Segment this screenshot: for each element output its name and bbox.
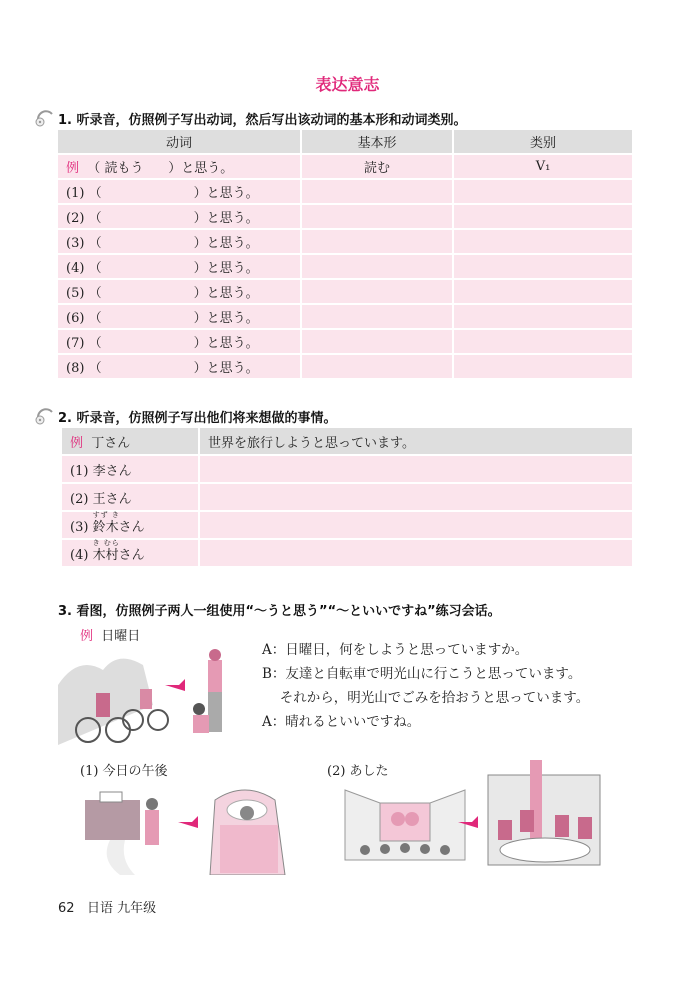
bracket: （ bbox=[88, 186, 102, 201]
example-base: 読む bbox=[302, 155, 452, 178]
person-name: 木村さん bbox=[92, 547, 145, 563]
row-number: (6) bbox=[66, 311, 85, 326]
type-answer-field[interactable] bbox=[454, 355, 632, 378]
row-number: (7) bbox=[66, 336, 85, 351]
dialogue bbox=[262, 638, 589, 734]
dialogue-line: A：晴れるといいですね。 bbox=[262, 714, 421, 730]
example-mark: 例 bbox=[70, 435, 84, 451]
task-label: (2) あした bbox=[327, 764, 389, 779]
row-number: (3) bbox=[66, 236, 85, 251]
table-row bbox=[58, 230, 632, 253]
dialogue-line: B：友達と自転車で明光山に行こうと思っています。 bbox=[262, 666, 582, 682]
bracket-suffix: ）と思う。 bbox=[193, 286, 259, 301]
base-answer-field[interactable] bbox=[302, 355, 452, 378]
bracket: （ bbox=[87, 161, 101, 176]
example-answer: 世界を旅行しようと思っています。 bbox=[200, 428, 632, 454]
section2-heading: 2. 听录音，仿照例子写出他们将来想做的事情。 bbox=[58, 411, 337, 426]
base-answer-field[interactable] bbox=[302, 255, 452, 278]
bracket-suffix: ）と思う。 bbox=[168, 161, 234, 176]
cycling-illustration bbox=[58, 645, 248, 750]
bracket-suffix: ）と思う。 bbox=[193, 336, 259, 351]
bracket-suffix: ）と思う。 bbox=[193, 186, 259, 201]
type-answer-field[interactable] bbox=[454, 305, 632, 328]
task-label: (1) 今日の午後 bbox=[80, 764, 168, 779]
table-row bbox=[62, 512, 632, 538]
bracket-suffix: ）と思う。 bbox=[193, 311, 259, 326]
bracket: （ bbox=[88, 211, 102, 226]
table-row bbox=[58, 180, 632, 203]
table-row bbox=[58, 330, 632, 353]
bracket-suffix: ）と思う。 bbox=[193, 261, 259, 276]
row-number: (5) bbox=[66, 286, 85, 301]
column-header: 类别 bbox=[454, 130, 632, 153]
hospital-bed-illustration bbox=[80, 780, 290, 875]
verb-table bbox=[56, 128, 634, 380]
table-row bbox=[62, 484, 632, 510]
bracket-suffix: ）と思う。 bbox=[193, 211, 259, 226]
base-answer-field[interactable] bbox=[302, 180, 452, 203]
row-number: (4) bbox=[70, 547, 89, 563]
table-row bbox=[58, 205, 632, 228]
base-answer-field[interactable] bbox=[302, 205, 452, 228]
headphones-icon bbox=[34, 106, 56, 128]
person-name: 王さん bbox=[92, 491, 132, 507]
table-row bbox=[58, 355, 632, 378]
column-header: 基本形 bbox=[302, 130, 452, 153]
dialogue-line: A：日曜日，何をしようと思っていますか。 bbox=[262, 642, 529, 658]
person-name: 李さん bbox=[92, 463, 132, 479]
arrow-icon bbox=[165, 679, 185, 691]
furigana: すず き bbox=[92, 510, 120, 519]
book-title: 日语 九年级 bbox=[86, 901, 157, 916]
section3-heading: 3. 看图，仿照例子两人一组使用“～うと思う”“～といいですね”练习会话。 bbox=[58, 604, 501, 619]
bracket-suffix: ）と思う。 bbox=[193, 361, 259, 376]
example-label bbox=[80, 625, 140, 644]
movie-dinner-illustration bbox=[340, 755, 620, 875]
row-number: (1) bbox=[66, 186, 85, 201]
table-header-row bbox=[58, 130, 632, 153]
bracket: （ bbox=[88, 236, 102, 251]
row-number: (8) bbox=[66, 361, 85, 376]
bracket: （ bbox=[88, 336, 102, 351]
type-answer-field[interactable] bbox=[454, 205, 632, 228]
example-topic: 日曜日 bbox=[101, 629, 141, 644]
person-name: 鈴木さん bbox=[92, 519, 145, 535]
answer-field[interactable] bbox=[200, 484, 632, 510]
bracket: （ bbox=[88, 361, 102, 376]
row-number: (3) bbox=[70, 519, 89, 535]
type-answer-field[interactable] bbox=[454, 280, 632, 303]
answer-field[interactable] bbox=[200, 512, 632, 538]
type-answer-field[interactable] bbox=[454, 330, 632, 353]
furigana: き むら bbox=[92, 538, 120, 547]
example-mark: 例 bbox=[80, 629, 94, 644]
type-answer-field[interactable] bbox=[454, 180, 632, 203]
arrow-icon bbox=[178, 816, 198, 828]
example-row bbox=[62, 428, 632, 454]
table-row bbox=[58, 280, 632, 303]
base-answer-field[interactable] bbox=[302, 330, 452, 353]
example-mark: 例 bbox=[66, 161, 80, 176]
section1-heading: 1. 听录音，仿照例子写出动词，然后写出该动词的基本形和动词类别。 bbox=[58, 113, 467, 128]
column-header: 动词 bbox=[58, 130, 300, 153]
bracket-suffix: ）と思う。 bbox=[193, 236, 259, 251]
base-answer-field[interactable] bbox=[302, 305, 452, 328]
example-row bbox=[58, 155, 632, 178]
row-number: (2) bbox=[66, 211, 85, 226]
dialogue-line: それから，明光山でごみを拾おうと思っています。 bbox=[262, 690, 590, 706]
base-answer-field[interactable] bbox=[302, 280, 452, 303]
bracket: （ bbox=[88, 311, 102, 326]
row-number: (2) bbox=[70, 491, 89, 507]
table-row bbox=[62, 540, 632, 566]
plans-table bbox=[60, 426, 634, 568]
bracket: （ bbox=[88, 286, 102, 301]
example-name: 丁さん bbox=[91, 435, 131, 451]
row-number: (1) bbox=[70, 463, 89, 479]
answer-field[interactable] bbox=[200, 540, 632, 566]
example-verb: 読もう bbox=[104, 161, 144, 176]
example-type: V₁ bbox=[454, 155, 632, 178]
answer-field[interactable] bbox=[200, 456, 632, 482]
bracket: （ bbox=[88, 261, 102, 276]
row-number: (4) bbox=[66, 261, 85, 276]
type-answer-field[interactable] bbox=[454, 255, 632, 278]
type-answer-field[interactable] bbox=[454, 230, 632, 253]
page-number: 62 bbox=[58, 901, 75, 916]
footer bbox=[58, 897, 156, 916]
table-row bbox=[58, 305, 632, 328]
page-title: 表达意志 bbox=[315, 75, 380, 94]
base-answer-field[interactable] bbox=[302, 230, 452, 253]
table-row bbox=[62, 456, 632, 482]
table-row bbox=[58, 255, 632, 278]
headphones-icon bbox=[34, 404, 56, 426]
